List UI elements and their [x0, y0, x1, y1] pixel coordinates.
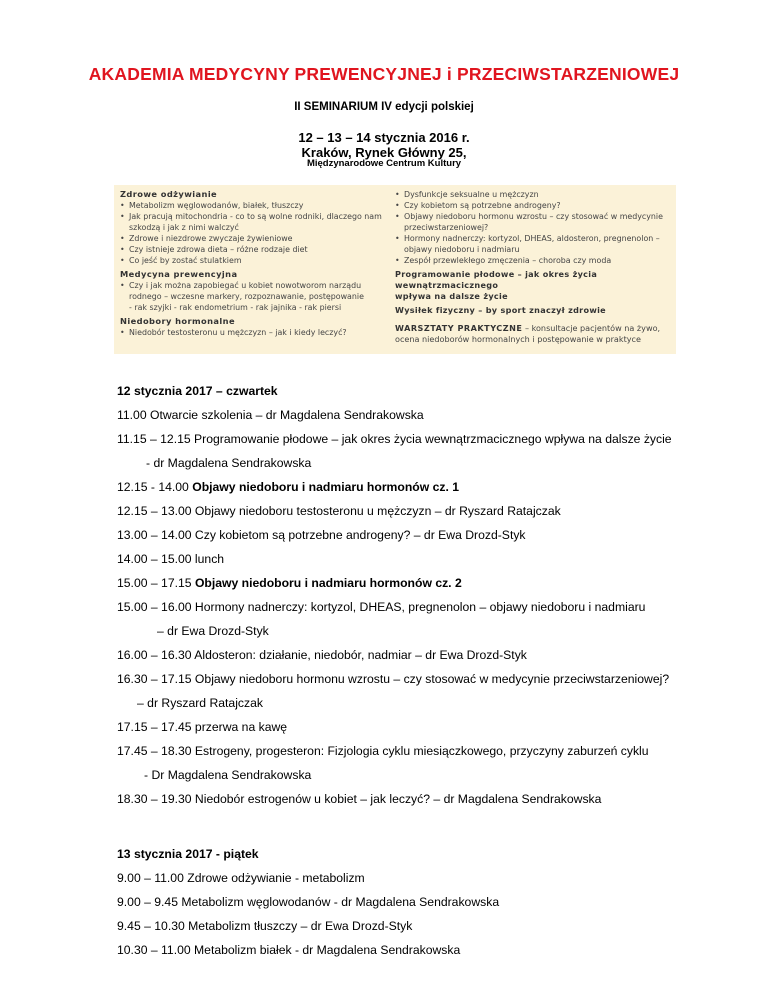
session-block-title: Objawy niedoboru i nadmiaru hormonów cz. 2: [194, 576, 462, 590]
schedule-row-continuation: - Dr Magdalena Sendrakowska: [144, 768, 312, 782]
banner-item: • Czy i jak można zapobiegać u kobiet nowotworom narządu: [120, 280, 388, 291]
banner-list: [395, 189, 671, 222]
schedule-row: 9.45 – 10.30 Metabolizm tłuszczy – dr Ewa Drozd-Styk: [117, 919, 413, 933]
schedule-row: 10.30 – 11.00 Metabolizm białek - dr Magdalena Sendrakowska: [117, 943, 461, 957]
schedule-row: 12.15 – 13.00 Objawy niedoboru testosteronu u mężczyzn – dr Ryszard Ratajczak: [117, 504, 561, 518]
schedule-row: 18.30 – 19.30 Niedobór estrogenów u kobiet – jak leczyć? – dr Magdalena Sendrakowska: [117, 792, 602, 806]
banner-list: [120, 233, 388, 266]
banner-item-continuation: objawy niedoboru i nadmiaru: [404, 245, 520, 254]
banner-item: • Jak pracują mitochondria - co to są wolne rodniki, dlaczego nam: [120, 211, 388, 222]
seminar-subtitle: II SEMINARIUM IV edycji polskiej: [294, 101, 474, 113]
banner-list: [395, 233, 671, 244]
banner-heading: Programowanie płodowe – jak okres życia wewnątrzmacicznego: [395, 269, 598, 290]
banner-heading: Zdrowe odżywianie: [120, 189, 218, 199]
schedule-row-continuation: - dr Magdalena Sendrakowska: [146, 456, 312, 470]
workshop-label: WARSZTATY PRAKTYCZNE: [395, 323, 523, 333]
banner-item: • Metabolizm węglowodanów, białek, tłuszczy: [120, 200, 388, 211]
schedule-row: 14.00 – 15.00 lunch: [117, 552, 225, 566]
banner-item: • Objawy niedoboru hormonu wzrostu – czy stosować w medycynie: [395, 211, 671, 222]
schedule-row: [117, 576, 737, 590]
workshop-text: – konsultacje pacjentów na żywo,: [522, 323, 661, 333]
banner-list: [120, 280, 388, 291]
schedule-row: 11.15 – 12.15 Programowanie płodowe – jak okres życia wewnątrzmacicznego wpływa na dalsze życie: [117, 432, 672, 446]
program-banner: [114, 185, 676, 354]
schedule-row: 17.15 – 17.45 przerwa na kawę: [117, 720, 288, 734]
banner-right-column: [395, 189, 671, 345]
banner-item: • Niedobór testosteronu u mężczyzn – jak i kiedy leczyć?: [120, 327, 388, 338]
banner-heading: Medycyna prewencyjna: [120, 269, 238, 279]
session-block-title: Objawy niedoboru i nadmiaru hormonów cz. 1: [192, 480, 460, 494]
venue-line: Międzynarodowe Centrum Kultury: [306, 158, 462, 169]
schedule-row: 11.00 Otwarcie szkolenia – dr Magdalena Sendrakowska: [117, 408, 424, 422]
address-line: Kraków, Rynek Główny 25,: [301, 145, 467, 160]
banner-item: • Zespół przewlekłego zmęczenia – choroba czy moda: [395, 255, 671, 266]
session-time: 15.00 – 17.15: [117, 576, 195, 590]
schedule-row: 9.00 – 9.45 Metabolizm węglowodanów - dr Magdalena Sendrakowska: [117, 895, 500, 909]
event-dates: [0, 130, 768, 160]
workshop-text: ocena niedoborów hormonalnych i postępowanie w praktyce: [395, 334, 641, 344]
schedule-row: 9.00 – 11.00 Zdrowe odżywianie - metabolizm: [117, 871, 365, 885]
day-heading: 12 stycznia 2017 – czwartek: [117, 384, 278, 398]
schedule-row: 17.45 – 18.30 Estrogeny, progesteron: Fizjologia cyklu miesiączkowego, przyczyny zaburzeń cyklu: [117, 744, 649, 758]
dates-line: 12 – 13 – 14 stycznia 2016 r.: [298, 130, 470, 145]
banner-item: • Czy kobietom są potrzebne androgeny?: [395, 200, 671, 211]
banner-list: [120, 200, 388, 222]
schedule-row-continuation: – dr Ewa Drozd-Styk: [157, 624, 269, 638]
banner-item-continuation: przeciwstarzeniowej?: [404, 223, 489, 232]
schedule-row: [117, 480, 737, 494]
banner-item: • Dysfunkcje seksualne u mężczyzn: [395, 189, 671, 200]
schedule-row: 16.00 – 16.30 Aldosteron: działanie, niedobór, nadmiar – dr Ewa Drozd-Styk: [117, 648, 527, 662]
day-heading: 13 stycznia 2017 - piątek: [117, 847, 259, 861]
banner-list: [395, 255, 671, 266]
banner-heading: Wysiłek fizyczny – by sport znaczył zdrowie: [395, 305, 606, 315]
schedule: [117, 384, 737, 957]
workshop-note: [395, 323, 671, 345]
banner-list: [120, 327, 388, 338]
schedule-row: 16.30 – 17.15 Objawy niedoboru hormonu wzrostu – czy stosować w medycynie przeciwstarzeniowej?: [117, 672, 670, 686]
banner-item: • Czy istnieje zdrowa dieta – różne rodzaje diet: [120, 244, 388, 255]
schedule-row: 13.00 – 14.00 Czy kobietom są potrzebne androgeny? – dr Ewa Drozd-Styk: [117, 528, 526, 542]
banner-item: • Hormony nadnerczy: kortyzol, DHEAS, aldosteron, pregnenolon –: [395, 233, 671, 244]
banner-left-column: [120, 189, 388, 338]
schedule-row: 15.00 – 16.00 Hormony nadnerczy: kortyzol, DHEAS, pregnenolon – objawy niedoboru i nadmiaru: [117, 600, 646, 614]
banner-heading: Niedobory hormonalne: [120, 316, 236, 326]
banner-item: • Co jeść by zostać stulatkiem: [120, 255, 388, 266]
academy-title: AKADEMIA MEDYCYNY PREWENCYJNEJ i PRZECIWSTARZENIOWEJ: [88, 64, 680, 84]
banner-item: • Zdrowe i niezdrowe zwyczaje żywieniowe: [120, 233, 388, 244]
session-time: 12.15 - 14.00: [117, 480, 193, 494]
banner-item-continuation: szkodzą i jak z nimi walczyć: [129, 223, 239, 232]
banner-heading: wpływa na dalsze życie: [395, 291, 508, 301]
banner-item-continuation: rodnego – wczesne markery, rozpoznawanie, postępowanie: [129, 292, 364, 301]
schedule-row-continuation: – dr Ryszard Ratajczak: [137, 696, 263, 710]
banner-item-continuation: - rak szyjki - rak endometrium - rak jajnika - rak piersi: [129, 303, 342, 312]
